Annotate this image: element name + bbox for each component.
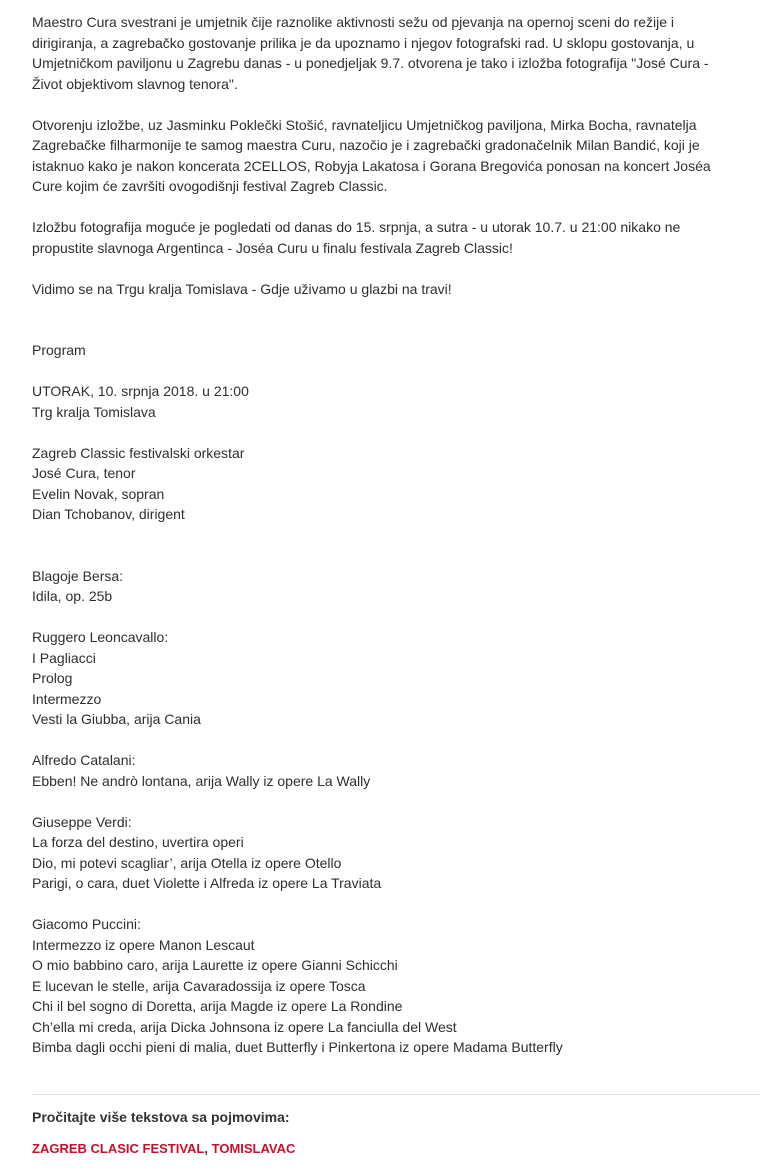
opening-paragraph: Otvorenju izložbe, uz Jasminku Poklečki Stošić, ravnateljicu Umjetničkog paviljona, Mirka Bocha, ravnatelja Zagrebačke filharmonije te samog maestra Curu, nazočio je i zagrebački gradonačelnik Milan Bandić, koji je istaknuo kako je nakon koncerata 2CELLOS, Robyja Lakatosa i Gorana Bregovića ponosan na koncert Joséa Cure kojim će završiti ovogodišnji festival Zagreb Classic. <box>32 116 711 194</box>
work-item: Chi il bel sogno di Doretta, arija Magde iz opere La Rondine <box>32 998 403 1014</box>
performer-item: Evelin Novak, sopran <box>32 485 165 502</box>
work-item: Vesti la Giubba, arija Cania <box>32 711 201 727</box>
tag-link-tomislavac[interactable]: TOMISLAVAC <box>211 1141 296 1156</box>
composer-name: Ruggero Leoncavallo: <box>32 629 169 645</box>
composer-name: Giuseppe Verdi: <box>32 813 132 830</box>
work-item: Parigi, o cara, duet Violette i Alfreda iz opere La Traviata <box>32 875 382 891</box>
work-item: Ch’ella mi creda, arija Dicka Johnsona iz opere La fanciulla del West <box>32 1018 457 1035</box>
work-item: Intermezzo <box>32 690 102 707</box>
performer-item: Dian Tchobanov, dirigent <box>32 506 185 522</box>
tags-heading: Pročitajte više tekstova sa pojmovima: <box>32 1109 290 1125</box>
tag-separator: , <box>204 1141 208 1156</box>
event-venue: Trg kralja Tomislava <box>32 403 156 420</box>
work-item: La forza del destino, uvertira operi <box>32 834 244 850</box>
exhibition-paragraph: Izložbu fotografija moguće je pogledati od danas do 15. srpnja, a sutra - u utorak 10.7. u 21:00 nikako ne propustite slavnoga Argentinca - Joséa Curu u finalu festivala Zagreb Classic! <box>32 219 681 256</box>
work-item: Prolog <box>32 670 73 686</box>
work-item: Intermezzo iz opere Manon Lescaut <box>32 936 255 953</box>
work-item: I Pagliacci <box>32 649 96 666</box>
performer-item: José Cura, tenor <box>32 465 136 481</box>
work-item: Bimba dagli occhi pieni di malia, duet Butterfly i Pinkertona iz opere Madama Butterfly <box>32 1039 563 1055</box>
work-item: E lucevan le stelle, arija Cavaradossija iz opere Tosca <box>32 977 366 994</box>
work-item: Dio, mi potevi scagliar’, arija Otella iz opere Otello <box>32 854 342 871</box>
program-heading: Program <box>32 342 86 358</box>
composer-name: Blagoje Bersa: <box>32 567 124 584</box>
tag-list <box>32 1141 295 1156</box>
composer-name: Giacomo Puccini: <box>32 916 141 932</box>
event-datetime: UTORAK, 10. srpnja 2018. u 21:00 <box>32 383 249 399</box>
tag-link-zagreb-clasic-festival[interactable]: ZAGREB CLASIC FESTIVAL <box>32 1141 205 1156</box>
section-divider <box>32 1094 760 1095</box>
work-item: O mio babbino caro, arija Laurette iz opere Gianni Schicchi <box>32 957 398 973</box>
work-item: Ebben! Ne andrò lontana, arija Wally iz opere La Wally <box>32 772 371 789</box>
closing-paragraph: Vidimo se na Trgu kralja Tomislava - Gdje uživamo u glazbi na travi! <box>32 280 452 297</box>
composer-name: Alfredo Catalani: <box>32 752 136 768</box>
work-item: Idila, op. 25b <box>32 588 113 604</box>
performer-item: Zagreb Classic festivalski orkestar <box>32 444 245 461</box>
article-body <box>32 12 742 1058</box>
intro-paragraph: Maestro Cura svestrani je umjetnik čije raznolike aktivnosti sežu od pjevanja na opernoj sceni do režije i dirigiranja, a zagrebačko gostovanje prilika je da upoznamo i njegov fotografski rad. U sklopu gostovanja, u Umjetničkom paviljonu u Zagrebu danas - u ponedjeljak 9.7. otvorena je tako i izložba fotografija "José Cura - Život objektivom slavnog tenora". <box>32 14 709 92</box>
